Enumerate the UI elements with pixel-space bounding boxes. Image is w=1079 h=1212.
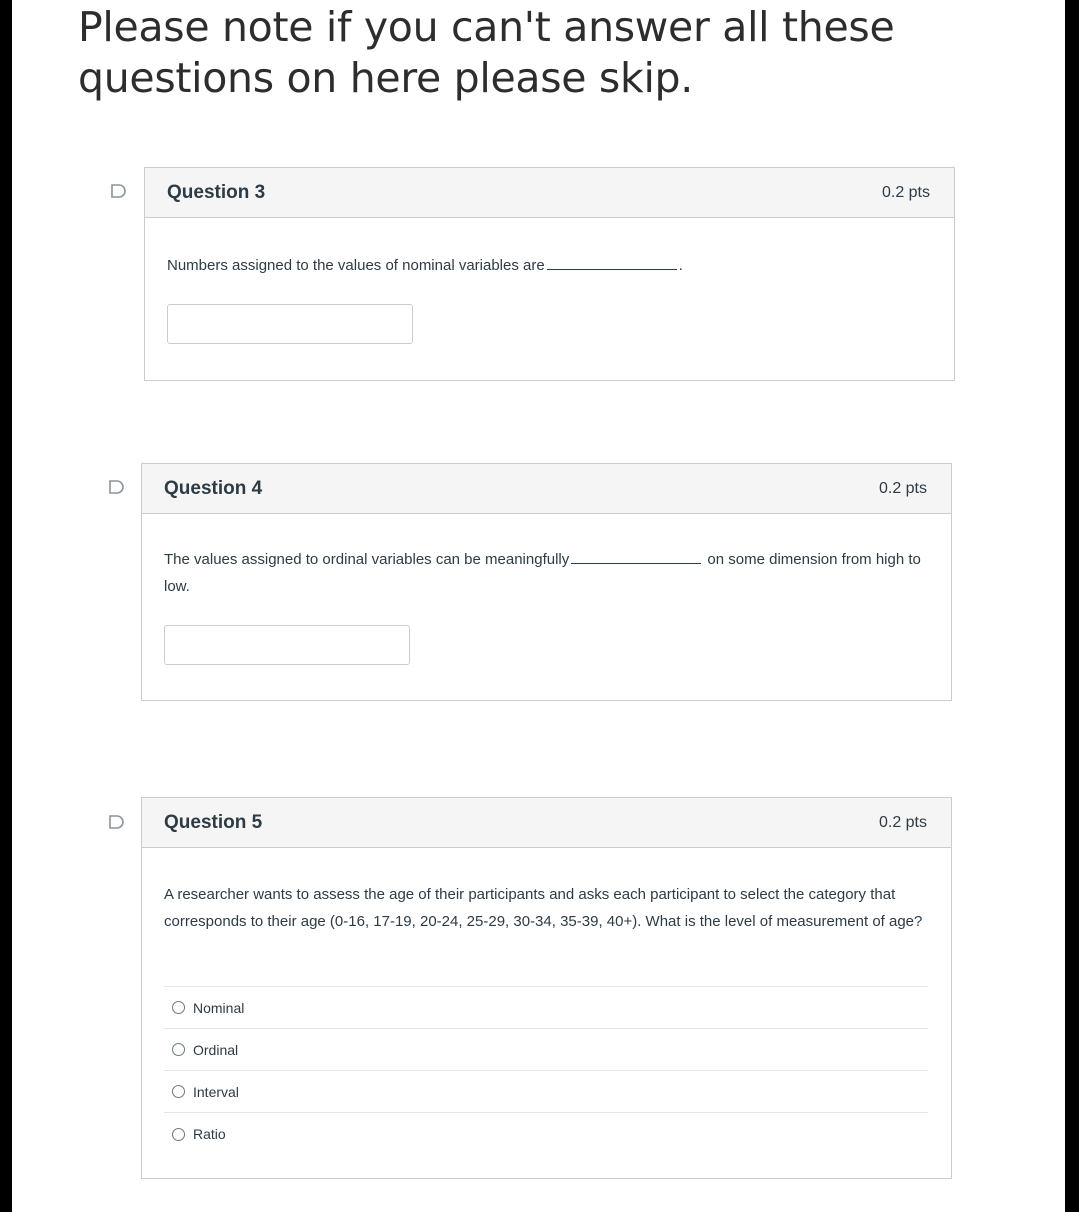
option-label: Nominal (193, 999, 245, 1016)
question-4-card (141, 463, 952, 701)
answer-option[interactable] (164, 1071, 928, 1113)
question-5-header (142, 798, 951, 848)
question-3-points: 0.2 pts (881, 183, 930, 201)
radio-button[interactable] (172, 1043, 185, 1056)
page (12, 0, 1065, 1212)
question-3-title: Question 3 (167, 181, 266, 203)
question-4-text-after: on some dimension from high to low. (164, 551, 921, 595)
option-label: Ratio (193, 1126, 226, 1142)
option-label: Interval (193, 1083, 239, 1100)
question-5-title: Question 5 (164, 811, 263, 833)
question-4-title: Question 4 (164, 477, 263, 499)
radio-button[interactable] (172, 1001, 185, 1014)
option-label: Ordinal (193, 1041, 239, 1058)
question-4-text (164, 546, 934, 600)
question-5-card (141, 797, 952, 1179)
question-4-blank (571, 551, 701, 564)
radio-button[interactable] (172, 1128, 185, 1141)
question-5-text: A researcher wants to assess the age of their participants and asks each participant to select the category that corresponds to their age (0-16, 17-19, 20-24, 25-29, 30-34, 35-39, 40+). What is the level of measurement of age? (164, 886, 923, 930)
question-3-text-after: . (678, 257, 683, 274)
question-4-answer-input[interactable] (164, 625, 410, 665)
question-5-options (164, 986, 928, 1155)
flag-question-icon[interactable] (108, 479, 124, 495)
answer-option[interactable] (164, 1029, 928, 1071)
question-3-card (144, 167, 955, 381)
question-3-answer-input[interactable] (167, 304, 413, 344)
question-3-blank (547, 257, 677, 270)
answer-option[interactable] (164, 987, 928, 1029)
answer-option[interactable] (164, 1113, 928, 1155)
question-4-points: 0.2 pts (878, 479, 927, 497)
note-heading: Please note if you can't answer all these questions on here please skip. (78, 3, 895, 102)
radio-button[interactable] (172, 1085, 185, 1098)
flag-question-icon[interactable] (108, 814, 124, 830)
question-3-header (145, 168, 954, 218)
question-3-text-before: Numbers assigned to the values of nominal variables are (167, 257, 545, 274)
flag-question-icon[interactable] (110, 183, 126, 199)
question-4-header (142, 464, 951, 514)
question-4-text-before: The values assigned to ordinal variables can be meaningfully (164, 551, 570, 568)
question-3-text (167, 252, 683, 279)
question-5-points: 0.2 pts (878, 813, 927, 831)
